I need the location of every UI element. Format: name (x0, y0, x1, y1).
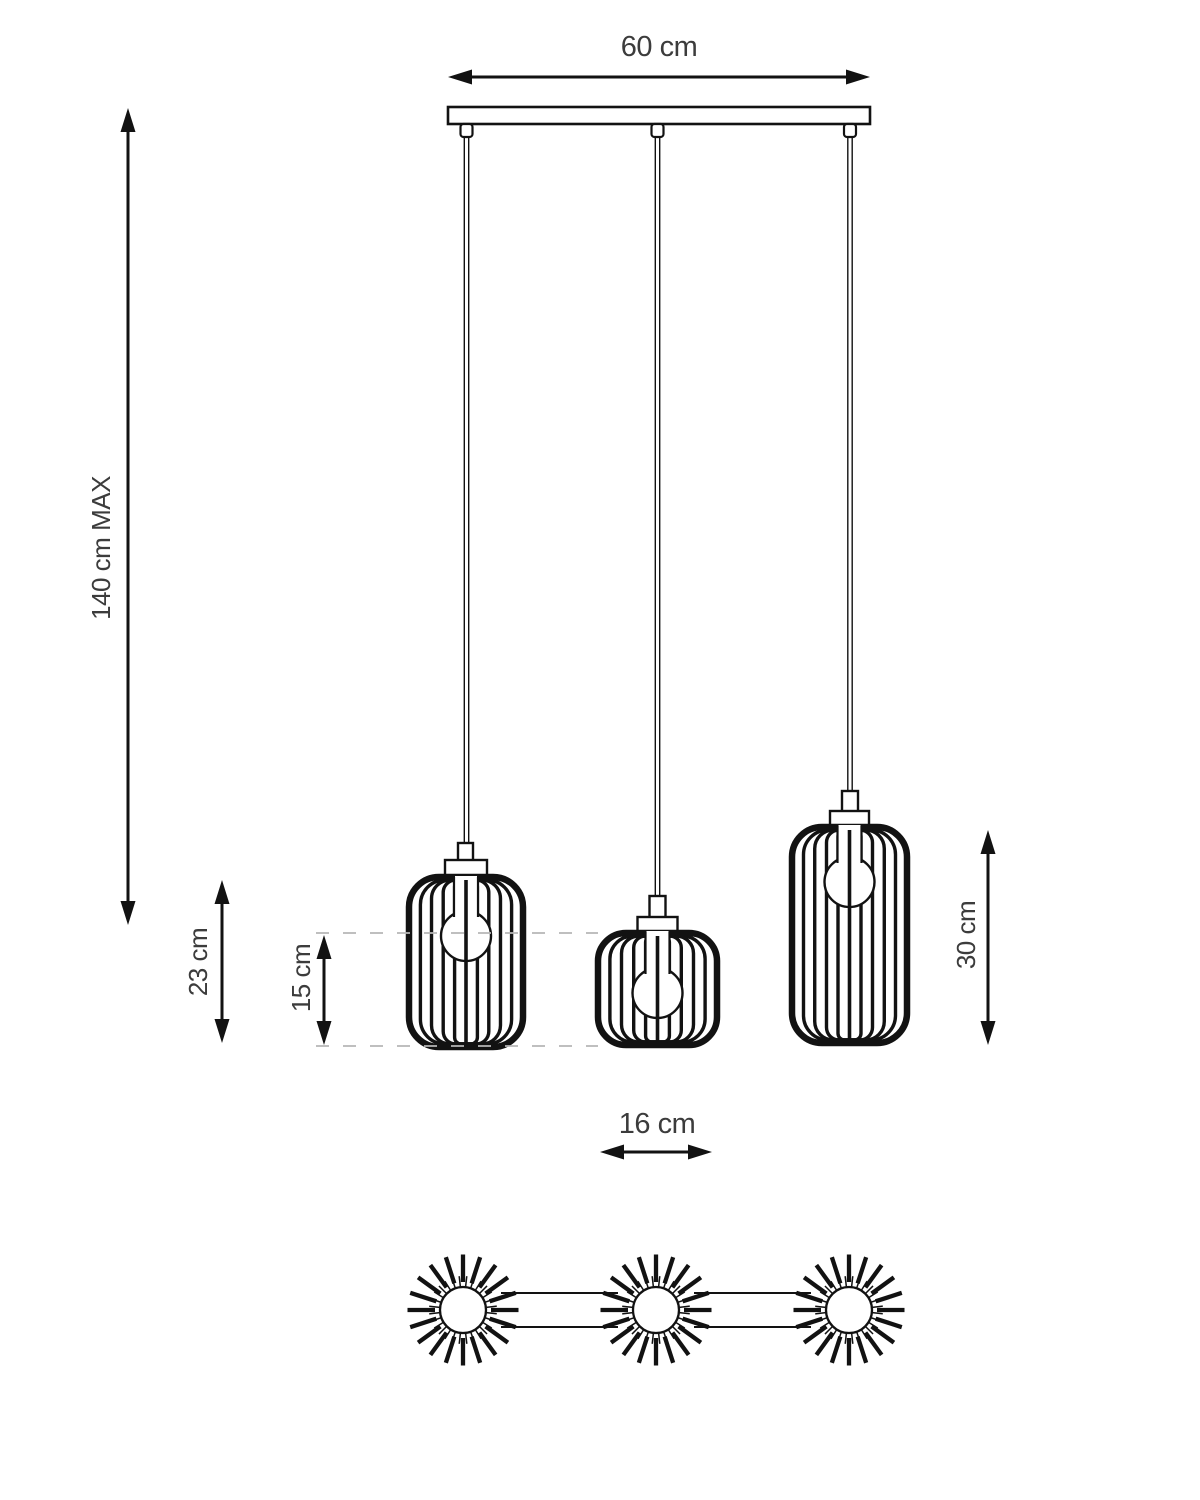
arrowhead-up (215, 880, 230, 904)
bottom-view (408, 1255, 905, 1366)
arrowhead-down (215, 1019, 230, 1043)
right-shade-height-label: 30 cm (951, 900, 981, 970)
socket-neck (650, 896, 666, 918)
middle-shade-height-label: 15 cm (286, 943, 316, 1013)
dimension-left-shade-height (215, 880, 230, 1043)
dimension-middle-shade-height (317, 935, 332, 1045)
arrowhead-right (688, 1145, 712, 1160)
cord-grommet (844, 124, 856, 137)
shade-top-view (601, 1255, 712, 1366)
pendant-right (792, 791, 907, 1043)
label-layer (86, 31, 981, 1140)
cord-right (848, 137, 852, 792)
dimension-max-drop (121, 108, 136, 925)
drawing-layer (121, 70, 996, 1366)
dimension-bar-width (448, 70, 870, 85)
cord-grommet (652, 124, 664, 137)
arrowhead-left (448, 70, 472, 85)
arrowhead-down (981, 1021, 996, 1045)
pendant-middle (598, 896, 717, 1045)
cord-grommet (461, 124, 473, 137)
shade-width-label: 16 cm (618, 1108, 696, 1140)
cord-left (464, 137, 468, 844)
arrowhead-up (317, 935, 332, 959)
left-shade-height-label: 23 cm (183, 927, 213, 997)
bar-width-label: 60 cm (620, 31, 698, 63)
arrowhead-right (846, 70, 870, 85)
ceiling-bar (448, 107, 870, 137)
cord-middle (655, 137, 659, 897)
arrowhead-up (981, 830, 996, 854)
shade-top-view (794, 1255, 905, 1366)
arrowhead-down (317, 1021, 332, 1045)
shade-top-ring (440, 1287, 486, 1333)
pendant-left (409, 843, 523, 1047)
arrowhead-up (121, 108, 136, 132)
shade-top-ring (826, 1287, 872, 1333)
dimension-right-shade-height (981, 830, 996, 1045)
dimension-shade-width (600, 1145, 712, 1160)
arrowhead-left (600, 1145, 624, 1160)
arrowhead-down (121, 901, 136, 925)
shade-top-ring (633, 1287, 679, 1333)
socket-neck (842, 791, 858, 812)
max-drop-label: 140 cm MAX (86, 476, 116, 620)
shade-top-view (408, 1255, 519, 1366)
